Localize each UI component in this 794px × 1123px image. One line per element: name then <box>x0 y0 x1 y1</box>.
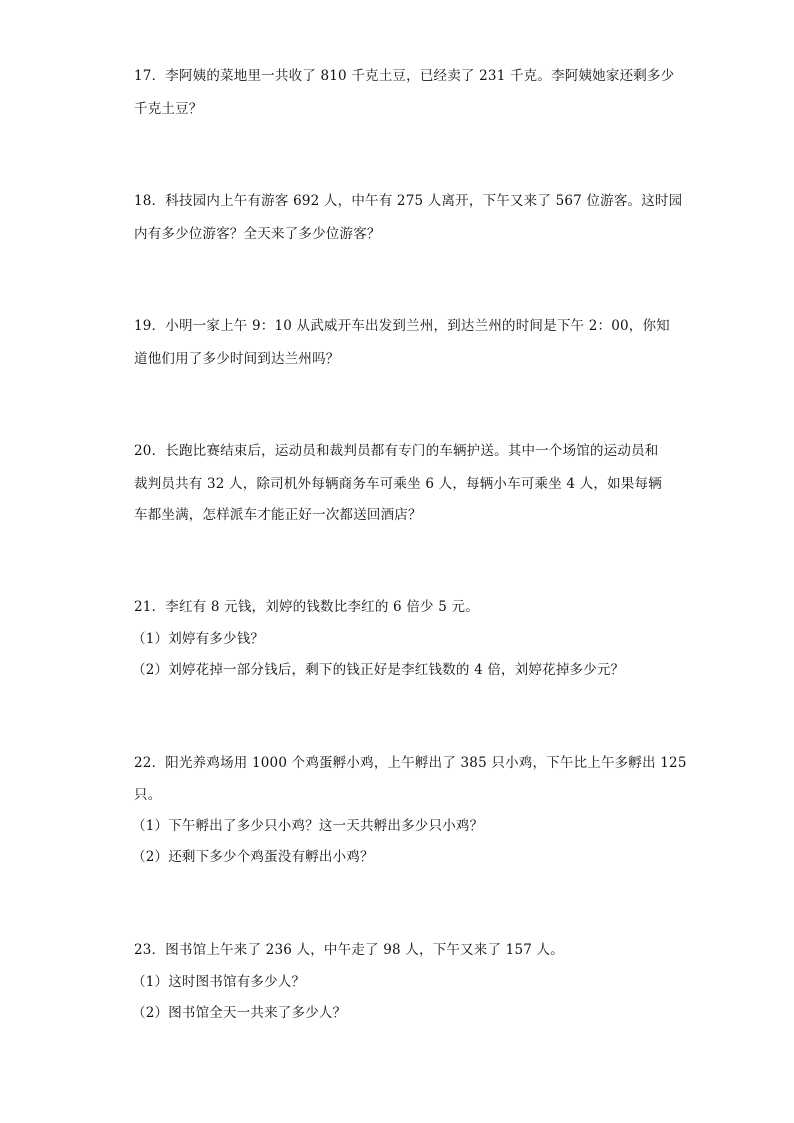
question-21-part-1: （1）刘婷有多少钱？ <box>132 631 265 647</box>
question-20-line-1: 20．长跑比赛结束后，运动员和裁判员都有专门的车辆护送。其中一个场馆的运动员和 <box>134 443 659 459</box>
question-20-line-2: 裁判员共有 32 人，除司机外每辆商务车可乘坐 6 人，每辆小车可乘坐 4 人，如果每辆 <box>134 476 662 492</box>
question-23-line-1: 23．图书馆上午来了 236 人，中午走了 98 人，下午又来了 157 人。 <box>134 942 564 958</box>
question-22-part-2: （2）还剩下多少个鸡蛋没有孵出小鸡？ <box>132 849 374 865</box>
question-20-line-3: 车都坐满，怎样派车才能正好一次都送回酒店？ <box>134 507 422 523</box>
question-17-line-1: 17．李阿姨的菜地里一共收了 810 千克土豆，已经卖了 231 千克。李阿姨她家还剩多少 <box>134 68 675 84</box>
question-22-part-1: （1）下午孵出了多少只小鸡？这一天共孵出多少只小鸡？ <box>132 818 484 834</box>
question-19-line-2: 道他们用了多少时间到达兰州吗？ <box>134 351 340 367</box>
question-22-line-2: 只。 <box>134 787 162 803</box>
question-22-line-1: 22．阳光养鸡场用 1000 个鸡蛋孵小鸡，上午孵出了 385 只小鸡，下午比上午多孵出 125 <box>134 755 687 771</box>
question-23-part-1: （1）这时图书馆有多少人？ <box>132 974 306 990</box>
question-21-part-2: （2）刘婷花掉一部分钱后，剩下的钱正好是李红钱数的 4 倍，刘婷花掉多少元？ <box>132 662 625 678</box>
question-23-part-2: （2）图书馆全天一共来了多少人？ <box>132 1005 347 1021</box>
question-18-line-1: 18．科技园内上午有游客 692 人，中午有 275 人离开，下午又来了 567 位游客。这时园 <box>134 193 683 209</box>
question-18-line-2: 内有多少位游客？全天来了多少位游客？ <box>134 226 381 242</box>
question-19-line-1: 19．小明一家上午 9：10 从武威开车出发到兰州，到达兰州的时间是下午 2：00，你知 <box>134 318 670 334</box>
question-17-line-2: 千克土豆？ <box>134 101 203 117</box>
question-21-line-1: 21．李红有 8 元钱，刘婷的钱数比李红的 6 倍少 5 元。 <box>134 599 479 615</box>
